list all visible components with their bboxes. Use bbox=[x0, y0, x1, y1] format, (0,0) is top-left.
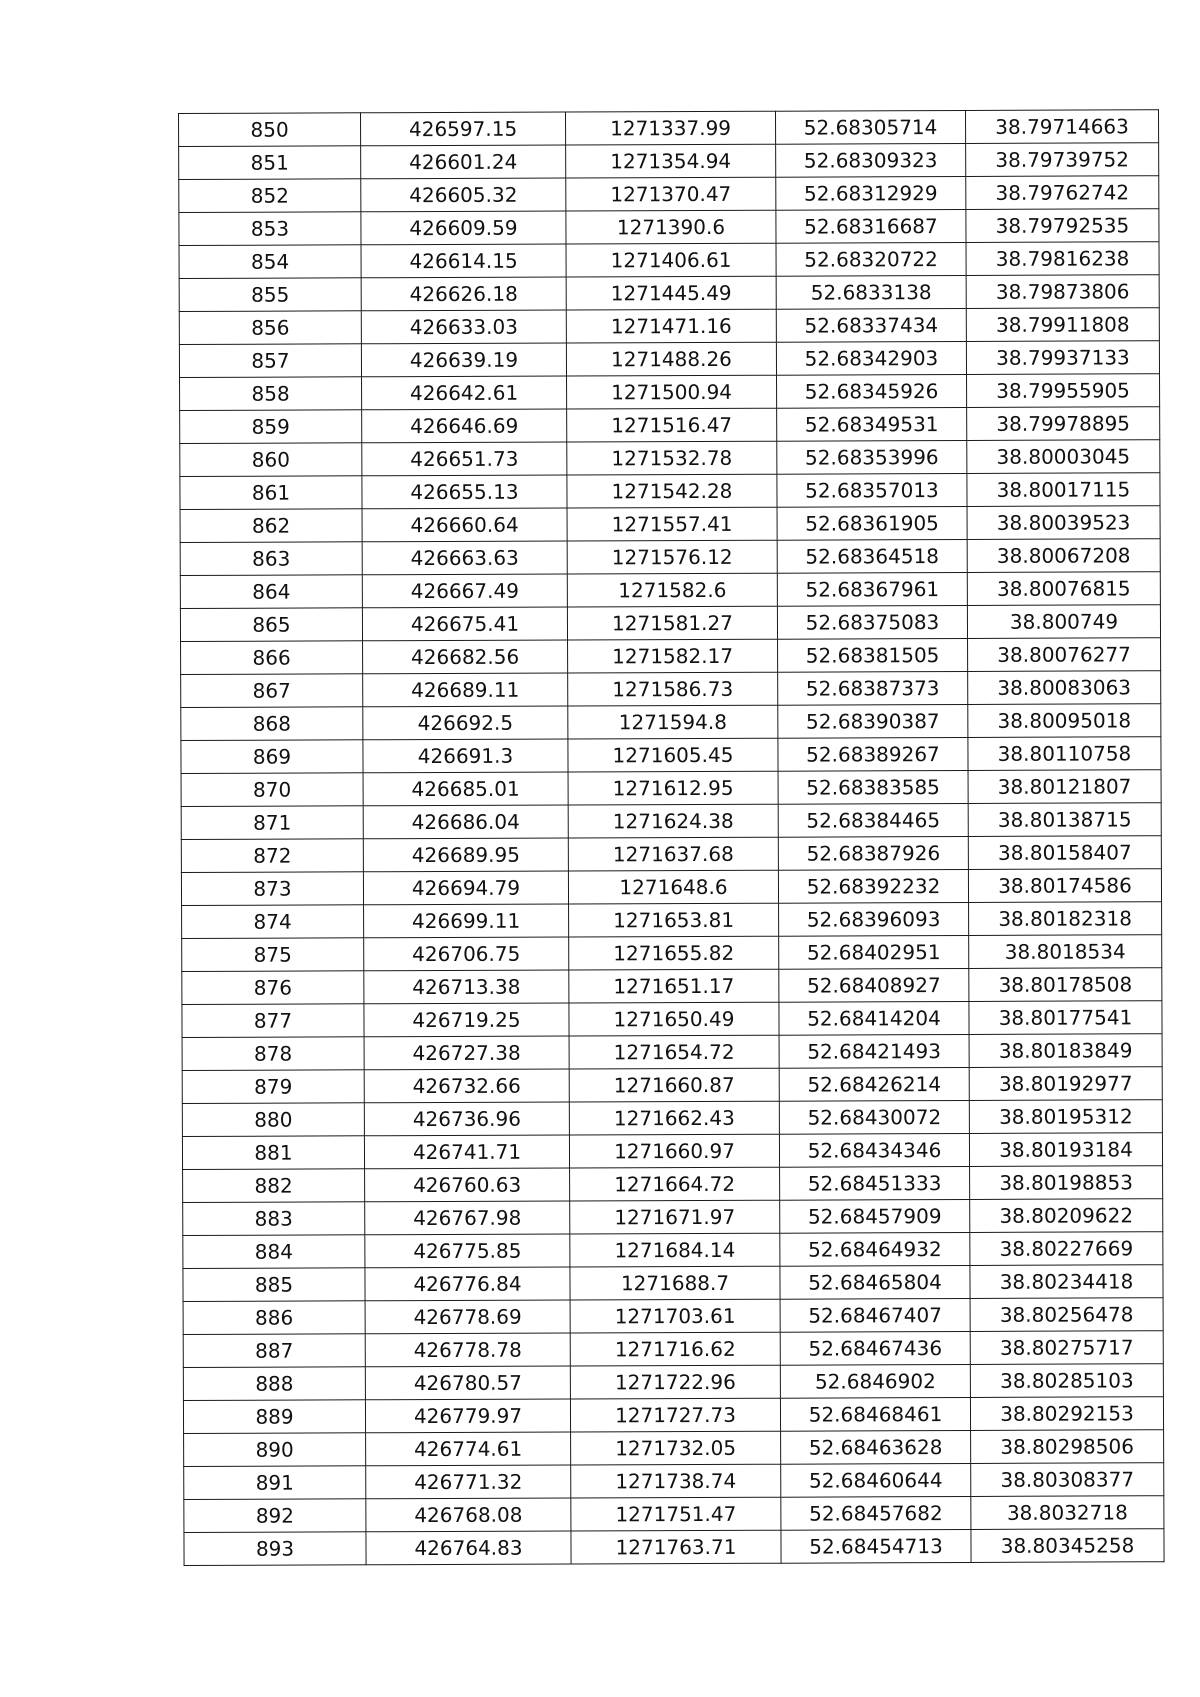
x-coordinate-cell: 426660.64 bbox=[362, 508, 567, 542]
longitude-cell: 38.79937133 bbox=[966, 341, 1159, 375]
point-number-cell: 851 bbox=[179, 146, 361, 180]
x-coordinate-cell: 426741.71 bbox=[364, 1135, 569, 1169]
y-coordinate-cell: 1271337.99 bbox=[565, 111, 775, 145]
y-coordinate-cell: 1271471.16 bbox=[566, 309, 776, 343]
latitude-cell: 52.68408927 bbox=[779, 968, 969, 1002]
x-coordinate-cell: 426699.11 bbox=[364, 904, 569, 938]
x-coordinate-cell: 426727.38 bbox=[364, 1036, 569, 1070]
longitude-cell: 38.80178508 bbox=[969, 968, 1162, 1002]
longitude-cell: 38.80076815 bbox=[967, 572, 1160, 606]
point-number-cell: 886 bbox=[183, 1301, 365, 1335]
point-number-cell: 856 bbox=[179, 311, 361, 345]
table-row bbox=[184, 1529, 1164, 1566]
x-coordinate-cell: 426682.56 bbox=[363, 640, 568, 674]
x-coordinate-cell: 426614.15 bbox=[361, 244, 566, 278]
y-coordinate-cell: 1271586.73 bbox=[568, 672, 778, 706]
table-row bbox=[179, 275, 1159, 312]
x-coordinate-cell: 426601.24 bbox=[361, 145, 566, 179]
latitude-cell: 52.68389267 bbox=[778, 737, 968, 771]
y-coordinate-cell: 1271662.43 bbox=[569, 1101, 779, 1135]
y-coordinate-cell: 1271581.27 bbox=[567, 606, 777, 640]
longitude-cell: 38.80067208 bbox=[967, 539, 1160, 573]
latitude-cell: 52.68430072 bbox=[779, 1100, 969, 1134]
table-row bbox=[179, 110, 1159, 147]
longitude-cell: 38.800749 bbox=[967, 605, 1160, 639]
latitude-cell: 52.68361905 bbox=[777, 506, 967, 540]
x-coordinate-cell: 426597.15 bbox=[361, 112, 566, 146]
y-coordinate-cell: 1271660.97 bbox=[569, 1134, 779, 1168]
y-coordinate-cell: 1271651.17 bbox=[569, 969, 779, 1003]
latitude-cell: 52.68384465 bbox=[778, 803, 968, 837]
y-coordinate-cell: 1271751.47 bbox=[571, 1497, 781, 1531]
longitude-cell: 38.80121807 bbox=[968, 770, 1161, 804]
y-coordinate-cell: 1271671.97 bbox=[570, 1200, 780, 1234]
point-number-cell: 889 bbox=[183, 1400, 365, 1434]
latitude-cell: 52.68367961 bbox=[777, 572, 967, 606]
table-row bbox=[184, 1463, 1164, 1500]
x-coordinate-cell: 426778.69 bbox=[365, 1300, 570, 1334]
table-row bbox=[179, 242, 1159, 279]
table-row bbox=[183, 1298, 1163, 1335]
longitude-cell: 38.80256478 bbox=[970, 1298, 1163, 1332]
y-coordinate-cell: 1271716.62 bbox=[570, 1332, 780, 1366]
table-row bbox=[180, 440, 1160, 477]
longitude-cell: 38.80234418 bbox=[970, 1265, 1163, 1299]
table-row bbox=[183, 1364, 1163, 1401]
x-coordinate-cell: 426732.66 bbox=[364, 1069, 569, 1103]
x-coordinate-cell: 426764.83 bbox=[366, 1531, 571, 1565]
y-coordinate-cell: 1271532.78 bbox=[567, 441, 777, 475]
table-row bbox=[181, 737, 1161, 774]
longitude-cell: 38.80076277 bbox=[968, 638, 1161, 672]
longitude-cell: 38.80158407 bbox=[968, 836, 1161, 870]
coordinates-table-body bbox=[179, 110, 1165, 1566]
point-number-cell: 891 bbox=[184, 1466, 366, 1500]
latitude-cell: 52.68463628 bbox=[781, 1430, 971, 1464]
x-coordinate-cell: 426713.38 bbox=[364, 970, 569, 1004]
x-coordinate-cell: 426689.11 bbox=[363, 673, 568, 707]
x-coordinate-cell: 426691.3 bbox=[363, 739, 568, 773]
point-number-cell: 874 bbox=[182, 905, 364, 939]
y-coordinate-cell: 1271500.94 bbox=[567, 375, 777, 409]
y-coordinate-cell: 1271732.05 bbox=[571, 1431, 781, 1465]
y-coordinate-cell: 1271445.49 bbox=[566, 276, 776, 310]
point-number-cell: 879 bbox=[182, 1070, 364, 1104]
table-row bbox=[182, 1133, 1162, 1170]
point-number-cell: 852 bbox=[179, 179, 361, 213]
point-number-cell: 881 bbox=[182, 1136, 364, 1170]
y-coordinate-cell: 1271516.47 bbox=[567, 408, 777, 442]
point-number-cell: 861 bbox=[180, 476, 362, 510]
longitude-cell: 38.80308377 bbox=[971, 1463, 1164, 1497]
longitude-cell: 38.79955905 bbox=[967, 374, 1160, 408]
longitude-cell: 38.80209622 bbox=[970, 1199, 1163, 1233]
point-number-cell: 870 bbox=[181, 773, 363, 807]
table-row bbox=[180, 572, 1160, 609]
point-number-cell: 857 bbox=[179, 344, 361, 378]
latitude-cell: 52.68402951 bbox=[779, 935, 969, 969]
table-row bbox=[183, 1265, 1163, 1302]
point-number-cell: 876 bbox=[182, 971, 364, 1005]
table-row bbox=[180, 407, 1160, 444]
latitude-cell: 52.6846902 bbox=[780, 1364, 970, 1398]
longitude-cell: 38.79978895 bbox=[967, 407, 1160, 441]
point-number-cell: 884 bbox=[183, 1235, 365, 1269]
x-coordinate-cell: 426706.75 bbox=[364, 937, 569, 971]
latitude-cell: 52.68396093 bbox=[779, 902, 969, 936]
x-coordinate-cell: 426778.78 bbox=[365, 1333, 570, 1367]
latitude-cell: 52.68426214 bbox=[779, 1067, 969, 1101]
point-number-cell: 883 bbox=[183, 1202, 365, 1236]
y-coordinate-cell: 1271576.12 bbox=[567, 540, 777, 574]
latitude-cell: 52.68451333 bbox=[780, 1166, 970, 1200]
table-row bbox=[182, 1067, 1162, 1104]
y-coordinate-cell: 1271655.82 bbox=[569, 936, 779, 970]
point-number-cell: 880 bbox=[182, 1103, 364, 1137]
x-coordinate-cell: 426767.98 bbox=[365, 1201, 570, 1235]
latitude-cell: 52.68305714 bbox=[775, 110, 965, 144]
x-coordinate-cell: 426719.25 bbox=[364, 1003, 569, 1037]
longitude-cell: 38.80345258 bbox=[971, 1529, 1164, 1563]
table-row bbox=[183, 1331, 1163, 1368]
point-number-cell: 864 bbox=[180, 575, 362, 609]
latitude-cell: 52.68468461 bbox=[780, 1397, 970, 1431]
y-coordinate-cell: 1271370.47 bbox=[566, 177, 776, 211]
y-coordinate-cell: 1271557.41 bbox=[567, 507, 777, 541]
longitude-cell: 38.8018534 bbox=[969, 935, 1162, 969]
x-coordinate-cell: 426675.41 bbox=[362, 607, 567, 641]
x-coordinate-cell: 426774.61 bbox=[366, 1432, 571, 1466]
y-coordinate-cell: 1271654.72 bbox=[569, 1035, 779, 1069]
table-row bbox=[180, 605, 1160, 642]
table-row bbox=[181, 836, 1161, 873]
x-coordinate-cell: 426651.73 bbox=[362, 442, 567, 476]
table-row bbox=[181, 803, 1161, 840]
y-coordinate-cell: 1271703.61 bbox=[570, 1299, 780, 1333]
point-number-cell: 867 bbox=[181, 674, 363, 708]
table-row bbox=[180, 374, 1160, 411]
latitude-cell: 52.68357013 bbox=[777, 473, 967, 507]
table-row bbox=[183, 1232, 1163, 1269]
x-coordinate-cell: 426776.84 bbox=[365, 1267, 570, 1301]
y-coordinate-cell: 1271542.28 bbox=[567, 474, 777, 508]
longitude-cell: 38.80275717 bbox=[970, 1331, 1163, 1365]
latitude-cell: 52.68454713 bbox=[781, 1529, 971, 1563]
y-coordinate-cell: 1271594.8 bbox=[568, 705, 778, 739]
longitude-cell: 38.79873806 bbox=[966, 275, 1159, 309]
point-number-cell: 875 bbox=[182, 938, 364, 972]
y-coordinate-cell: 1271653.81 bbox=[569, 903, 779, 937]
point-number-cell: 890 bbox=[184, 1433, 366, 1467]
table-row bbox=[180, 539, 1160, 576]
longitude-cell: 38.80083063 bbox=[968, 671, 1161, 705]
longitude-cell: 38.80227669 bbox=[970, 1232, 1163, 1266]
table-row bbox=[183, 1397, 1163, 1434]
y-coordinate-cell: 1271582.6 bbox=[567, 573, 777, 607]
longitude-cell: 38.80183849 bbox=[969, 1034, 1162, 1068]
y-coordinate-cell: 1271738.74 bbox=[571, 1464, 781, 1498]
y-coordinate-cell: 1271648.6 bbox=[568, 870, 778, 904]
x-coordinate-cell: 426642.61 bbox=[362, 376, 567, 410]
longitude-cell: 38.80174586 bbox=[968, 869, 1161, 903]
point-number-cell: 868 bbox=[181, 707, 363, 741]
latitude-cell: 52.68460644 bbox=[781, 1463, 971, 1497]
x-coordinate-cell: 426633.03 bbox=[361, 310, 566, 344]
y-coordinate-cell: 1271605.45 bbox=[568, 738, 778, 772]
latitude-cell: 52.6833138 bbox=[776, 275, 966, 309]
y-coordinate-cell: 1271582.17 bbox=[568, 639, 778, 673]
table-row bbox=[184, 1430, 1164, 1467]
longitude-cell: 38.80095018 bbox=[968, 704, 1161, 738]
y-coordinate-cell: 1271354.94 bbox=[566, 144, 776, 178]
x-coordinate-cell: 426736.96 bbox=[364, 1102, 569, 1136]
latitude-cell: 52.68337434 bbox=[776, 308, 966, 342]
latitude-cell: 52.68353996 bbox=[777, 440, 967, 474]
y-coordinate-cell: 1271650.49 bbox=[569, 1002, 779, 1036]
y-coordinate-cell: 1271664.72 bbox=[570, 1167, 780, 1201]
x-coordinate-cell: 426663.63 bbox=[362, 541, 567, 575]
table-row bbox=[182, 1001, 1162, 1038]
y-coordinate-cell: 1271727.73 bbox=[570, 1398, 780, 1432]
y-coordinate-cell: 1271722.96 bbox=[570, 1365, 780, 1399]
latitude-cell: 52.68387373 bbox=[778, 671, 968, 705]
table-row bbox=[179, 341, 1159, 378]
point-number-cell: 866 bbox=[181, 641, 363, 675]
point-number-cell: 871 bbox=[181, 806, 363, 840]
latitude-cell: 52.68381505 bbox=[778, 638, 968, 672]
table-row bbox=[182, 1100, 1162, 1137]
point-number-cell: 873 bbox=[181, 872, 363, 906]
latitude-cell: 52.68467436 bbox=[780, 1331, 970, 1365]
latitude-cell: 52.68414204 bbox=[779, 1001, 969, 1035]
longitude-cell: 38.80298506 bbox=[971, 1430, 1164, 1464]
table-row bbox=[181, 770, 1161, 807]
longitude-cell: 38.79911808 bbox=[966, 308, 1159, 342]
x-coordinate-cell: 426771.32 bbox=[366, 1465, 571, 1499]
table-row bbox=[182, 968, 1162, 1005]
table-row bbox=[182, 902, 1162, 939]
point-number-cell: 858 bbox=[180, 377, 362, 411]
latitude-cell: 52.68390387 bbox=[778, 704, 968, 738]
longitude-cell: 38.80039523 bbox=[967, 506, 1160, 540]
table-row bbox=[182, 935, 1162, 972]
latitude-cell: 52.68309323 bbox=[776, 143, 966, 177]
y-coordinate-cell: 1271763.71 bbox=[571, 1530, 781, 1564]
point-number-cell: 862 bbox=[180, 509, 362, 543]
longitude-cell: 38.80138715 bbox=[968, 803, 1161, 837]
table-row bbox=[182, 1034, 1162, 1071]
point-number-cell: 863 bbox=[180, 542, 362, 576]
y-coordinate-cell: 1271637.68 bbox=[568, 837, 778, 871]
table-row bbox=[183, 1199, 1163, 1236]
longitude-cell: 38.80198853 bbox=[970, 1166, 1163, 1200]
y-coordinate-cell: 1271684.14 bbox=[570, 1233, 780, 1267]
latitude-cell: 52.68457909 bbox=[780, 1199, 970, 1233]
table-row bbox=[179, 176, 1159, 213]
longitude-cell: 38.8032718 bbox=[971, 1496, 1164, 1530]
latitude-cell: 52.68421493 bbox=[779, 1034, 969, 1068]
point-number-cell: 850 bbox=[179, 113, 361, 147]
latitude-cell: 52.68364518 bbox=[777, 539, 967, 573]
table-row bbox=[181, 638, 1161, 675]
table-row bbox=[181, 671, 1161, 708]
latitude-cell: 52.68434346 bbox=[779, 1133, 969, 1167]
latitude-cell: 52.68349531 bbox=[777, 407, 967, 441]
x-coordinate-cell: 426760.63 bbox=[365, 1168, 570, 1202]
y-coordinate-cell: 1271660.87 bbox=[569, 1068, 779, 1102]
point-number-cell: 859 bbox=[180, 410, 362, 444]
latitude-cell: 52.68383585 bbox=[778, 770, 968, 804]
longitude-cell: 38.80195312 bbox=[969, 1100, 1162, 1134]
point-number-cell: 888 bbox=[183, 1367, 365, 1401]
point-number-cell: 855 bbox=[179, 278, 361, 312]
longitude-cell: 38.80017115 bbox=[967, 473, 1160, 507]
latitude-cell: 52.68342903 bbox=[776, 341, 966, 375]
point-number-cell: 885 bbox=[183, 1268, 365, 1302]
longitude-cell: 38.79714663 bbox=[965, 110, 1158, 144]
x-coordinate-cell: 426639.19 bbox=[361, 343, 566, 377]
longitude-cell: 38.79816238 bbox=[966, 242, 1159, 276]
table-row bbox=[180, 473, 1160, 510]
point-number-cell: 878 bbox=[182, 1037, 364, 1071]
point-number-cell: 853 bbox=[179, 212, 361, 246]
x-coordinate-cell: 426685.01 bbox=[363, 772, 568, 806]
table-row bbox=[181, 704, 1161, 741]
y-coordinate-cell: 1271390.6 bbox=[566, 210, 776, 244]
table-row bbox=[181, 869, 1161, 906]
longitude-cell: 38.79739752 bbox=[966, 143, 1159, 177]
longitude-cell: 38.80193184 bbox=[969, 1133, 1162, 1167]
latitude-cell: 52.68467407 bbox=[780, 1298, 970, 1332]
latitude-cell: 52.68316687 bbox=[776, 209, 966, 243]
table-row bbox=[183, 1166, 1163, 1203]
x-coordinate-cell: 426694.79 bbox=[363, 871, 568, 905]
latitude-cell: 52.68312929 bbox=[776, 176, 966, 210]
point-number-cell: 882 bbox=[183, 1169, 365, 1203]
table-row bbox=[180, 506, 1160, 543]
latitude-cell: 52.68457682 bbox=[781, 1496, 971, 1530]
latitude-cell: 52.68375083 bbox=[777, 605, 967, 639]
table-row bbox=[184, 1496, 1164, 1533]
latitude-cell: 52.68387926 bbox=[778, 836, 968, 870]
x-coordinate-cell: 426686.04 bbox=[363, 805, 568, 839]
y-coordinate-cell: 1271612.95 bbox=[568, 771, 778, 805]
latitude-cell: 52.68345926 bbox=[777, 374, 967, 408]
x-coordinate-cell: 426692.5 bbox=[363, 706, 568, 740]
x-coordinate-cell: 426780.57 bbox=[365, 1366, 570, 1400]
longitude-cell: 38.80192977 bbox=[969, 1067, 1162, 1101]
table-row bbox=[179, 143, 1159, 180]
longitude-cell: 38.80285103 bbox=[970, 1364, 1163, 1398]
point-number-cell: 872 bbox=[181, 839, 363, 873]
point-number-cell: 865 bbox=[180, 608, 362, 642]
point-number-cell: 854 bbox=[179, 245, 361, 279]
point-number-cell: 877 bbox=[182, 1004, 364, 1038]
x-coordinate-cell: 426655.13 bbox=[362, 475, 567, 509]
latitude-cell: 52.68392232 bbox=[778, 869, 968, 903]
longitude-cell: 38.80182318 bbox=[969, 902, 1162, 936]
longitude-cell: 38.80110758 bbox=[968, 737, 1161, 771]
y-coordinate-cell: 1271488.26 bbox=[566, 342, 776, 376]
longitude-cell: 38.80177541 bbox=[969, 1001, 1162, 1035]
point-number-cell: 892 bbox=[184, 1499, 366, 1533]
coordinates-table bbox=[178, 109, 1165, 1566]
point-number-cell: 869 bbox=[181, 740, 363, 774]
table-row bbox=[179, 209, 1159, 246]
longitude-cell: 38.79792535 bbox=[966, 209, 1159, 243]
x-coordinate-cell: 426775.85 bbox=[365, 1234, 570, 1268]
x-coordinate-cell: 426605.32 bbox=[361, 178, 566, 212]
latitude-cell: 52.68320722 bbox=[776, 242, 966, 276]
latitude-cell: 52.68465804 bbox=[780, 1265, 970, 1299]
longitude-cell: 38.80003045 bbox=[967, 440, 1160, 474]
y-coordinate-cell: 1271406.61 bbox=[566, 243, 776, 277]
point-number-cell: 893 bbox=[184, 1532, 366, 1566]
point-number-cell: 860 bbox=[180, 443, 362, 477]
x-coordinate-cell: 426689.95 bbox=[363, 838, 568, 872]
table-row bbox=[179, 308, 1159, 345]
x-coordinate-cell: 426646.69 bbox=[362, 409, 567, 443]
x-coordinate-cell: 426609.59 bbox=[361, 211, 566, 245]
x-coordinate-cell: 426667.49 bbox=[362, 574, 567, 608]
y-coordinate-cell: 1271624.38 bbox=[568, 804, 778, 838]
point-number-cell: 887 bbox=[183, 1334, 365, 1368]
x-coordinate-cell: 426768.08 bbox=[366, 1498, 571, 1532]
longitude-cell: 38.80292153 bbox=[970, 1397, 1163, 1431]
x-coordinate-cell: 426779.97 bbox=[365, 1399, 570, 1433]
longitude-cell: 38.79762742 bbox=[966, 176, 1159, 210]
latitude-cell: 52.68464932 bbox=[780, 1232, 970, 1266]
x-coordinate-cell: 426626.18 bbox=[361, 277, 566, 311]
y-coordinate-cell: 1271688.7 bbox=[570, 1266, 780, 1300]
